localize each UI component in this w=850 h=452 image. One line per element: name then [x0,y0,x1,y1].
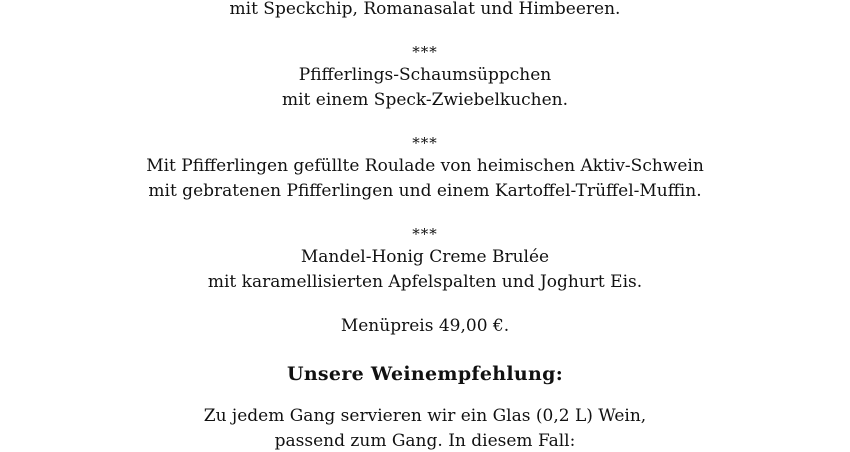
course-separator: *** [412,43,438,61]
course-3-title: Mit Pfifferlingen gefüllte Roulade von heimischen Aktiv-Schwein [146,156,704,176]
wine-text-line-2: passend zum Gang. In diesem Fall: [274,431,576,451]
course-separator: *** [412,225,438,243]
course-4-description: mit karamellisierten Apfelspalten und Joghurt Eis. [207,272,643,292]
course-3-description: mit gebratenen Pfifferlingen und einem Kartoffel-Trüffel-Muffin. [148,181,702,201]
wine-heading: Unsere Weinempfehlung: [286,363,564,385]
course-1-description: mit Speckchip, Romanasalat und Himbeeren. [229,0,621,19]
menu-price: Menüpreis 49,00 €. [340,316,510,336]
course-2-description: mit einem Speck-Zwiebelkuchen. [281,90,569,110]
wine-text-line-1: Zu jedem Gang servieren wir ein Glas (0,2 L) Wein, [203,406,647,426]
course-separator: *** [412,134,438,152]
course-4-title: Mandel-Honig Creme Brulée [300,247,550,267]
course-2-title: Pfifferlings-Schaumsüppchen [298,65,552,85]
